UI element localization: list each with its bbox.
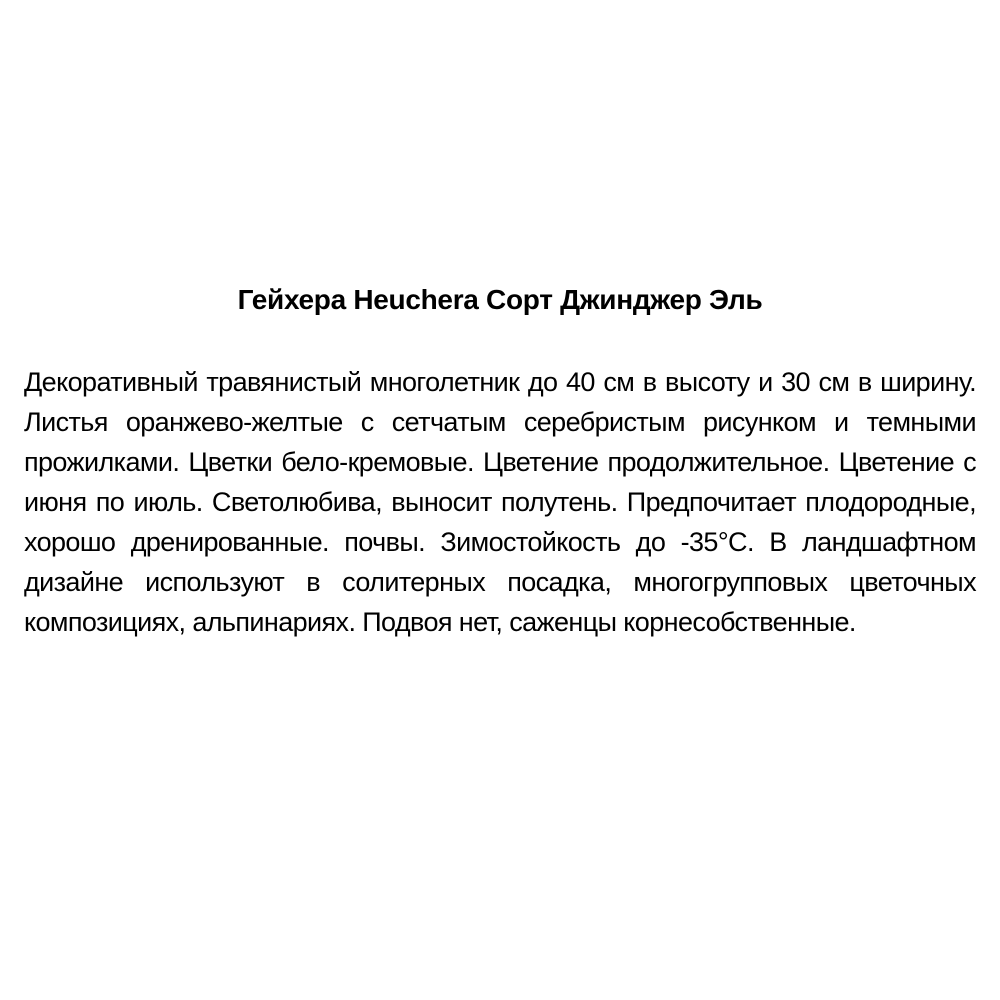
product-description: Декоративный травянистый многолетник до 40 см в высоту и 30 см в ширину. Листья оранжево-желтые с сетчатым серебристым рисунком и темными прожилками. Цветки бело-кремовые. Цветение продолжительное. Цветение с июня по июль. Светолюбива, выносит полутень. Предпочитает плодородные, хорошо дренированные. почвы. Зимостойкость до -35°С. В ландшафтном дизайне используют в солитерных посадка, многогрупповых цветочных композициях, альпинариях. Подвоя нет, саженцы корнесобственные.: [24, 367, 976, 637]
product-title: Гейхера Heuchera Сорт Джинджер Эль: [237, 284, 763, 315]
